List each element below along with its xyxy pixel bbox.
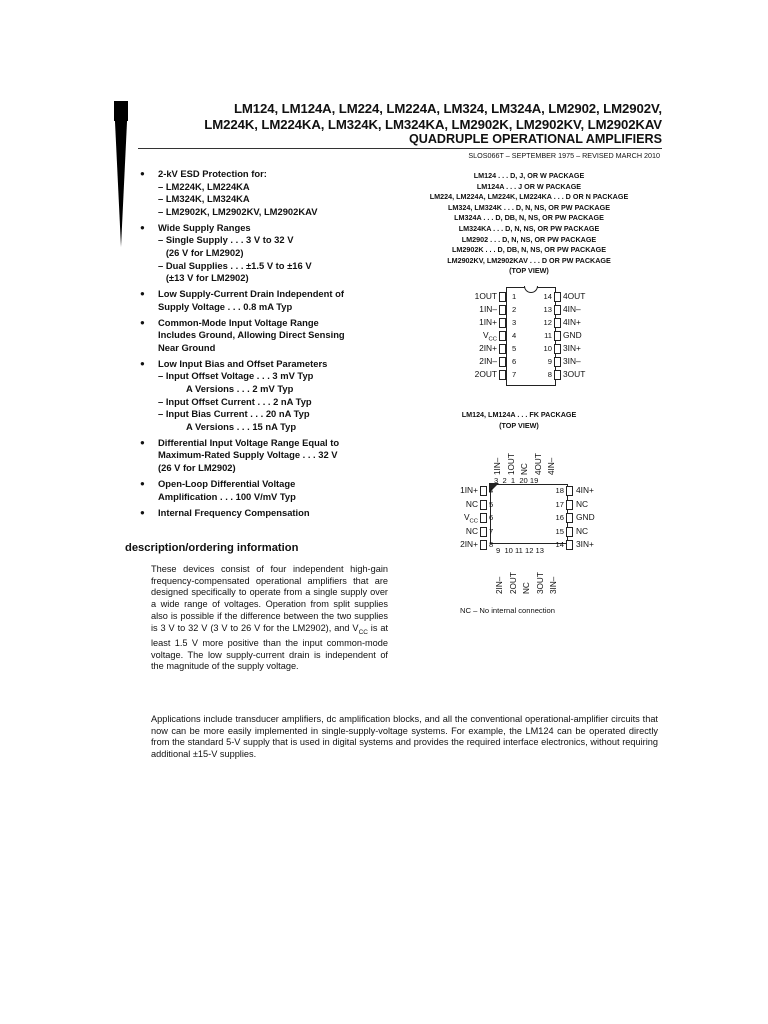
fk-pin-label [460,485,478,495]
fk-pin-number: 14 [555,540,564,549]
dip-pin-number: 12 [543,318,552,327]
dip-pin-name: V [482,330,489,340]
fk-pin-number: 17 [555,499,564,509]
dip-pin-label: 3OUT [563,369,586,379]
fk-pin-label: GND [576,512,595,522]
package-line: LM324A . . . D, DB, N, NS, OR PW PACKAGE [454,213,604,223]
dip-pin-label: 4IN+ [563,317,581,327]
dip-pin-stub [499,305,506,315]
dip-pin-stub [499,357,506,367]
fk-pin-number: 18 [555,486,564,495]
fk-package-title: LM124, LM124A . . . FK PACKAGE [461,410,577,419]
feature-list [138,168,408,519]
dip-pin-name: 2IN– [479,356,497,366]
dip-pin-stub [499,318,506,328]
feature-item: (26 V for LM2902) [158,246,244,258]
fk-top-pin-numbers: 3 2 1 20 19 [494,476,539,485]
fk-pin-number: 6 [489,513,494,522]
dip-pin-number: 6 [512,357,517,366]
dip-pin-label: 3IN+ [563,343,581,353]
dip-pin-number: 1 [512,292,517,301]
feature-item: (26 V for LM2902) [158,462,236,474]
dip-pin-label [479,343,497,353]
package-line: LM324KA . . . D, N, NS, OR PW PACKAGE [458,223,600,233]
dip-pin-number: 11 [544,331,552,340]
fk-bottom-pin-label: 2IN– [495,576,504,594]
fk-pin-number: 7 [489,526,494,536]
feature-item: (±13 V for LM2902) [158,272,249,284]
package-line: (TOP VIEW) [509,266,549,276]
feature-item: Includes Ground, Allowing Direct Sensing [158,329,345,341]
fk-top-pin-label: 1IN– [493,457,502,475]
dip-pin-stub [554,305,561,315]
fk-bottom-pin-label: 3OUT [535,572,545,594]
dip-pin-subscript: CC [488,336,497,343]
fk-pin-name: NC [465,525,478,536]
fk-pin-label [460,539,478,549]
feature-item: – LM324K, LM324KA [158,193,250,205]
fk-pin-stub [566,540,573,550]
dip-pin-name: 1IN– [479,304,497,314]
dip-pin-number: 14 [543,292,552,301]
feature-item: ● Low Input Bias and Offset Parameters [138,358,408,371]
fk-pin-stub [566,513,573,523]
description-paragraph-1 [151,564,388,673]
section-tab-marker [114,101,128,247]
dip-pin-stub [554,318,561,328]
fk-pin-stub [480,540,487,550]
fk-pin-stub [480,486,487,496]
feature-item: ● Common-Mode Input Voltage Range [138,317,408,330]
dip-pin-label [475,291,497,301]
dip-pin-number: 2 [512,305,517,314]
fk-pin-label: 3IN+ [576,539,594,549]
fk-bottom-pin-label: NC [522,582,531,594]
package-line: LM324, LM324K . . . D, N, NS, OR PW PACKAGE [447,202,610,212]
fk-pin-label [466,526,478,536]
dip-pin-label [483,330,497,343]
feature-item: ● Low Supply-Current Drain Independent of [138,288,408,301]
header-rule [138,148,662,149]
dip-pin-stub [554,357,561,367]
feature-item: Near Ground [158,341,216,353]
dip-pin-number: 4 [512,331,517,340]
fk-top-pin-label: 4OUT [533,453,543,475]
fk-pin-name: 2IN+ [460,539,478,549]
fk-pin-stub [566,527,573,537]
description-text-a: These devices consist of four independent high-gain frequency-compensated operational amplifiers that are designed specifically to operate from a single supply over a wide range of voltages. Operation from split supplies also is possible if the difference between the two supplies is 3 V to 32 V (3 V to 26 V for the LM2902), and V [151,564,388,633]
package-line: LM2902KV, LM2902KAV . . . D OR PW PACKAGE [447,255,611,265]
fk-pin-label: NC [576,498,589,509]
fk-pin-label [464,512,478,525]
dip-pin-number: 3 [512,318,517,327]
feature-item: – LM2902K, LM2902KV, LM2902KAV [158,205,318,217]
dip-pin-number: 13 [543,305,552,314]
doc-number: SLOS066T – SEPTEMBER 1975 – REVISED MARCH 2010 [468,151,660,160]
package-line: LM224, LM224A, LM224K, LM224KA . . . D OR N PACKAGE [429,192,629,202]
dip-pin-stub [499,292,506,302]
feature-item: – Input Offset Current . . . 2 nA Typ [158,395,312,407]
dip-pin-stub [499,344,506,354]
fk-bottom-pin-numbers: 9 10 11 12 13 [496,546,544,555]
dip-pin-name: 1OUT [474,291,497,301]
vcc-subscript: CC [358,628,368,636]
description-text-b: is at least 1.5 V more positive than the input common-mode voltage. The low supply-current drain is independent of the magnitude of the supply voltage. [151,622,389,672]
dip-pin-number: 10 [543,344,552,353]
fk-pin-stub [566,486,573,496]
fk-pin-stub [480,527,487,537]
fk-pin-name: 1IN+ [460,485,478,495]
dip-pin-stub [499,370,506,380]
dip-pin-stub [554,370,561,380]
dip-pin-number: 9 [547,357,552,366]
title-line-1: LM124, LM124A, LM224, LM224A, LM324, LM324A, LM2902, LM2902V, [233,101,662,116]
dip-pin-number: 5 [512,344,517,353]
feature-item: ● Wide Supply Ranges [138,222,408,235]
feature-item: Amplification . . . 100 V/mV Typ [158,490,296,502]
fk-pin-stub [480,513,487,523]
fk-pin-number: 15 [555,526,564,536]
fk-pin-label [466,499,478,509]
dip-pin-stub [499,331,506,341]
feature-item: Supply Voltage . . . 0.8 mA Typ [158,300,293,312]
dip-pin-label: 3IN– [563,356,581,366]
package-line: LM124 . . . D, J, OR W PACKAGE [473,171,585,180]
fk-pin-number: 4 [489,486,494,495]
feature-item: A Versions . . . 2 mV Typ [186,383,294,395]
feature-item: ● Differential Input Voltage Range Equal to [138,437,408,450]
fk-pin-stub [566,500,573,510]
feature-item: – LM224K, LM224KA [158,180,250,192]
package-line: LM124A . . . J OR W PACKAGE [476,181,582,191]
fk-bottom-pin-label: 2OUT [508,572,518,594]
fk-top-pin-label: NC [520,463,529,475]
feature-item: ● 2-kV ESD Protection for: [138,168,408,181]
description-paragraph-2: Applications include transducer amplifiers, dc amplification blocks, and all the conventional operational-amplifier circuits that now can be more easily implemented in single-supply-voltage systems. For example, the LM124 can be operated directly from the standard 5-V supply that is used in digital systems and provides the required interface electronics, without requiring additional ±15-V supplies. [151,714,658,760]
feature-item: – Input Offset Voltage . . . 3 mV Typ [158,370,314,382]
dip-pin-name: 1IN+ [479,317,497,327]
fk-pin-name: NC [465,498,478,509]
fk-pin-number: 5 [489,499,494,509]
dip-pin-label: GND [563,330,582,340]
feature-item: Maximum-Rated Supply Voltage . . . 32 V [158,449,338,461]
fk-pin-label: 4IN+ [576,485,594,495]
dip-pin-label [479,304,497,314]
fk-pin-stub [480,500,487,510]
dip-pin-stub [554,344,561,354]
fk-package-subtitle: (TOP VIEW) [499,421,539,430]
dip-pin-label: 4OUT [563,291,586,301]
dip-pin-label [479,317,497,327]
fk-pin-label: NC [576,525,589,536]
dip-pin-stub [554,292,561,302]
section-heading: description/ordering information [125,542,299,554]
dip-pin-stub [554,331,561,341]
feature-item: A Versions . . . 15 nA Typ [186,420,297,432]
nc-footnote: NC – No internal connection [460,606,555,615]
fk-pin-number: 8 [489,540,494,549]
dip-pin-number: 8 [547,370,552,379]
page-title: QUADRUPLE OPERATIONAL AMPLIFIERS [408,132,662,146]
package-list [404,171,654,277]
dip-pin-name: 2IN+ [479,343,497,353]
feature-item: – Single Supply . . . 3 V to 32 V [158,234,294,246]
dip-pin-label: 4IN– [563,304,581,314]
dip-pin-number: 7 [512,370,517,379]
fk-bottom-pin-label: 3IN– [549,576,558,594]
dip-pin-label [479,356,497,366]
dip-pin-name: 2OUT [474,369,497,379]
feature-item: ● Open-Loop Differential Voltage [138,478,408,491]
fk-top-pin-label: 1OUT [506,453,516,475]
dip-pin-label [475,369,497,379]
feature-item: – Dual Supplies . . . ±1.5 V to ±16 V [158,259,312,271]
package-line: LM2902 . . . D, N, NS, OR PW PACKAGE [461,234,597,244]
fk-pin-subscript: CC [469,518,478,525]
feature-item: – Input Bias Current . . . 20 nA Typ [158,408,310,420]
title-line-2: LM224K, LM224KA, LM324K, LM324KA, LM2902K, LM2902KV, LM2902KAV [204,117,662,132]
fk-top-pin-label: 4IN– [547,457,556,475]
package-line: LM2902K . . . D, DB, N, NS, OR PW PACKAGE [451,245,607,255]
feature-item: ● Internal Frequency Compensation [138,507,408,520]
fk-pin-name: V [463,512,470,522]
fk-pin-number: 16 [555,513,564,522]
